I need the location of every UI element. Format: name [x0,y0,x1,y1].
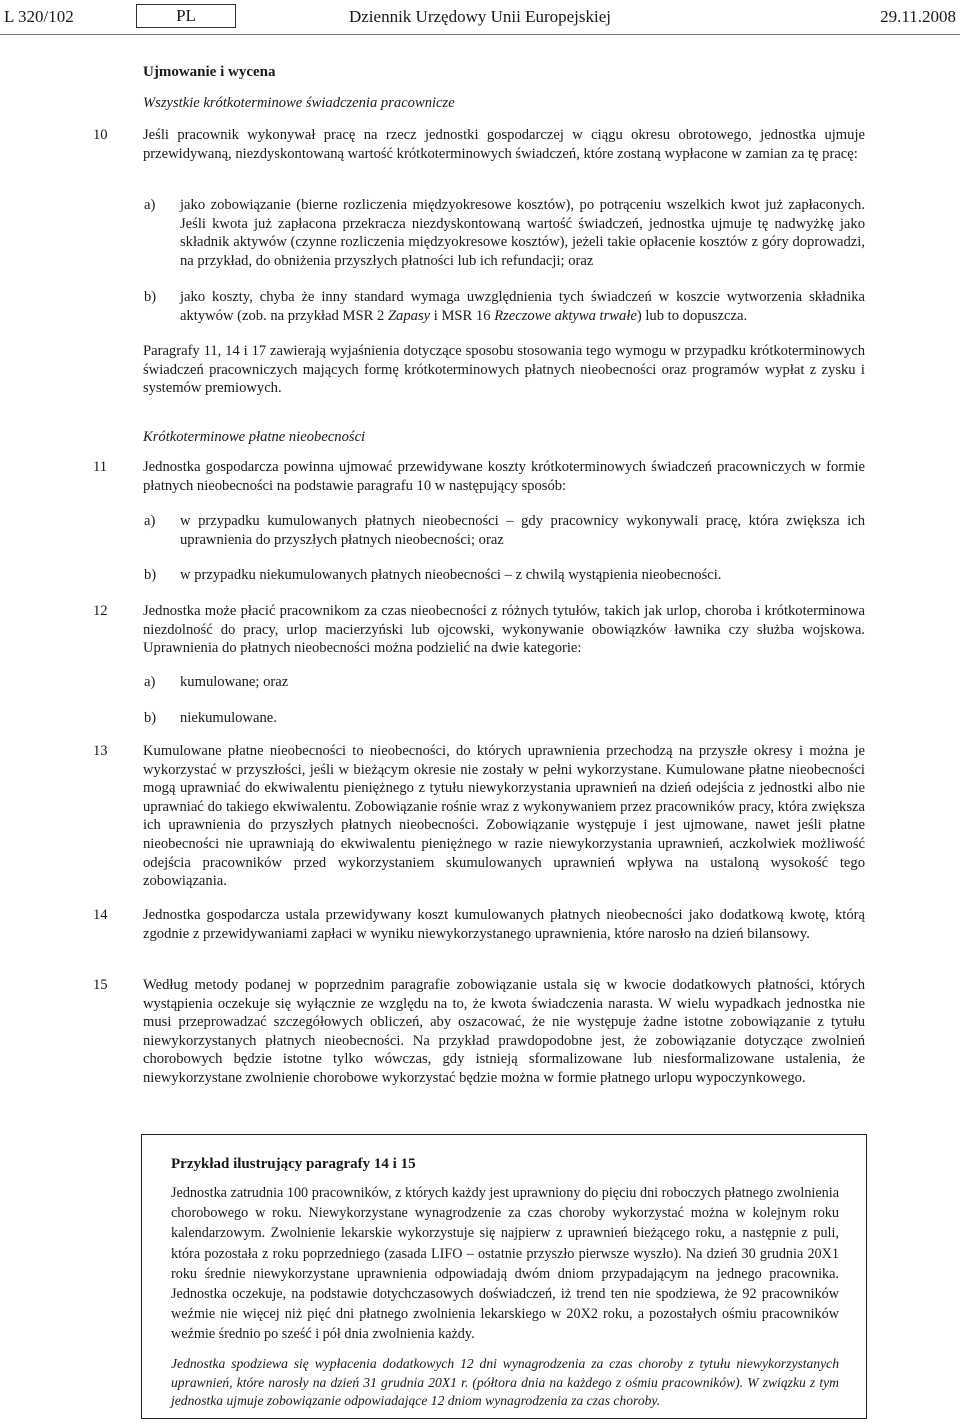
paragraph-10 [93,126,865,163]
paragraph-text: Według metody podanej w poprzednim paragrafie zobowiązanie ustala się w kwocie dodatkowych płatności, których wystąpienia oczekuje się wyłącznie ze względu na to, że kwota świadczenia narasta. W wielu wypadkach jednostka nie musi przeprowadzać szczegółowych obliczeń, aby oszacować, że nie występuje żadne istotne zobowiązanie z tytułu niewykorzystanych płatnych nieobecności. Na przykład prawdopodobne jest, że zobowiązanie dotyczące zwolnień chorobowych będzie istotne tylko wówczas, gdy istnieją sformalizowane lub niesformalizowane ustalenia, że niewykorzystane zwolnienie chorobowe wykorzystać będzie można w formie płatnego urlopu wypoczynkowego. [143,977,865,1086]
paragraph-text: Jednostka gospodarcza powinna ujmować przewidywane koszty krótkoterminowych świadczeń pracowniczych w formie płatnych nieobecności na podstawie paragrafu 10 w następujący sposób: [143,459,865,494]
journal-title: Dziennik Urzędowy Unii Europejskiej [348,7,611,26]
item-text: kumulowane; oraz [180,674,289,690]
paragraph-number: 12 [93,603,108,619]
page-code: L 320/102 [4,7,74,26]
item-label: b) [144,710,157,726]
item-label: a) [144,674,156,690]
page-header [0,4,960,28]
publication-date: 29.11.2008 [880,7,956,26]
paragraph-10-note: Paragrafy 11, 14 i 17 zawierają wyjaśnienia dotyczące sposobu stosowania tego wymogu w przypadku krótkoterminowych świadczeń pracowniczych mających formę krótkoterminowych płatnych nieobecności oraz programów wypłat z zysku i systemów premiowych. [143,343,865,397]
item-text: w przypadku niekumulowanych płatnych nieobecności – z chwilą wystąpienia nieobecności. [180,567,722,583]
paragraph-13 [93,742,865,891]
paragraph-number: 10 [93,127,108,143]
item-label: b) [144,289,157,305]
item-label: a) [144,197,156,213]
paragraph-10-item-b [144,288,865,325]
paragraph-10-item-a [144,196,865,270]
paragraph-15 [93,976,865,1088]
example-box [141,1134,867,1419]
paragraph-12-item-a [144,673,865,692]
paragraph-text: Jeśli pracownik wykonywał pracę na rzecz jednostki gospodarczej w ciągu okresu obrotowego, jednostka ujmuje przewidywaną, niezdyskontowaną wartość krótkoterminowych świadczeń, które zostaną wypłacone w zamian za tę pracę: [143,127,865,162]
example-title: Przykład ilustrujący paragrafy 14 i 15 [171,1156,416,1172]
paragraph-text: Jednostka gospodarcza ustala przewidywany koszt kumulowanych płatnych nieobecności jako dodatkową kwotę, którą zgodnie z przewidywaniami zapłaci w wyniku niewykorzystanego uprawnienia, które narosło na dzień bilansowy. [143,907,865,942]
header-divider [0,34,960,35]
item-label: b) [144,567,157,583]
paragraph-12-item-b [144,709,865,728]
paragraph-12 [93,602,865,658]
paragraph-11-item-b [144,566,865,585]
paragraph-14 [93,906,865,943]
example-body: Jednostka zatrudnia 100 pracowników, z których każdy jest uprawniony do pięciu dni roboczych płatnego zwolnienia chorobowego w roku. Niewykorzystane wynagrodzenie za czas choroby wykorzystać można w kolejnym roku kalendarzowym. Zwolnienie lekarskie wykorzystuje się najpierw z uprawnień bieżącego roku, a następnie z puli, która pozostała z roku poprzedniego (zasada LIFO – ostatnie przyszło pierwsze wyszło). Na dzień 30 grudnia 20X1 roku średnie niewykorzystane uprawnienia odpowiadają dwóm dniom przypadającym na jednego pracownika. Jednostka oczekuje, na podstawie dotychczasowych doświadczeń, iż trend ten nie spodziewa, że 92 pracowników weźmie nie więcej niż pięć dni płatnego zwolnienia lekarskiego w 20X2 roku, a pozostałych ośmiu pracowników weźmie średnio po sześć i pół dnia zwolnienia każdy. [171,1185,839,1343]
paragraph-number: 15 [93,977,108,993]
example-conclusion: Jednostka spodziewa się wypłacenia dodatkowych 12 dni wynagrodzenia za czas choroby z tytułu niewykorzystanych uprawnień, które narosły na dzień 31 grudnia 20X1 r. (półtora dnia na każdego z ośmiu pracowników). W związku z tym jednostka ujmuje zobowiązanie odpowiadające 12 dniom wynagrodzenia za czas choroby. [171,1356,839,1408]
section-title: Ujmowanie i wycena [143,64,276,80]
paragraph-number: 11 [93,459,108,475]
paragraph-11-item-a [144,512,865,549]
item-text: niekumulowane. [180,710,277,726]
item-label: a) [144,513,156,529]
item-text: jako koszty, chyba że inny standard wymaga uwzględnienia tych świadczeń w koszcie wytworzenia składnika aktywów (zob. na przykład MSR 2 Zapasy i MSR 16 Rzeczowe aktywa trwałe) lub to dopuszcza. [180,289,865,324]
paragraph-number: 13 [93,743,108,759]
paragraph-11 [93,458,865,495]
item-text: w przypadku kumulowanych płatnych nieobecności – gdy pracownicy wykonywali pracę, która zwiększa ich uprawnienia do przyszłych płatnych nieobecności; oraz [180,513,865,548]
language-badge: PL [136,4,236,28]
subsection-all-short-term: Wszystkie krótkoterminowe świadczenia pracownicze [143,95,455,111]
item-text: jako zobowiązanie (bierne rozliczenia międzyokresowe kosztów), po potrąceniu wszelkich kwot już zapłaconych. Jeśli kwota już zapłacona przekracza niezdyskontowaną wartość świadczeń, jednostka ujmuje tę nadwyżkę jako składnik aktywów (czynne rozliczenia międzyokresowe kosztów), jeżeli takie opłacenie kosztów z góry doprowadzi, na przykład, do obniżenia przyszłych płatności lub ich refundacji; oraz [180,197,865,269]
subsection-paid-absences: Krótkoterminowe płatne nieobecności [143,429,366,445]
paragraph-text: Jednostka może płacić pracownikom za czas nieobecności z różnych tytułów, takich jak urlop, choroba i krótkoterminowa niezdolność do pracy, urlop macierzyński lub ojcowski, wykonywanie obowiązków ławnika czy służba wojskowa. Uprawnienia do płatnych nieobecności można podzielić na dwie kategorie: [143,603,865,657]
paragraph-text: Kumulowane płatne nieobecności to nieobecności, do których uprawnienia przechodzą na przyszłe okresy i można je wykorzystać w przyszłości, jeśli w bieżącym okresie nie zostały w pełni wykorzystane. Kumulowane płatne nieobecności mogą uprawniać do ekwiwalentu pieniężnego z tytułu niewykorzystania uprawnień na dzień odejścia z jednostki albo nie uprawniać do takiego ekwiwalentu. Zobowiązanie rośnie wraz z wykonywaniem przez pracowników pracy, która zwiększa ich uprawnienia do przyszłych płatnych nieobecności. Zobowiązanie występuje i jest ujmowane, nawet jeśli płatne nieobecności nie uprawniają do ekwiwalentu pieniężnego w razie niewykorzystania uprawnień, aczkolwiek możliwość odejścia pracowników przed wykorzystaniem skumulowanych uprawnień wpływa na ustaloną wysokość tego zobowiązania. [143,743,865,890]
paragraph-number: 14 [93,907,108,923]
